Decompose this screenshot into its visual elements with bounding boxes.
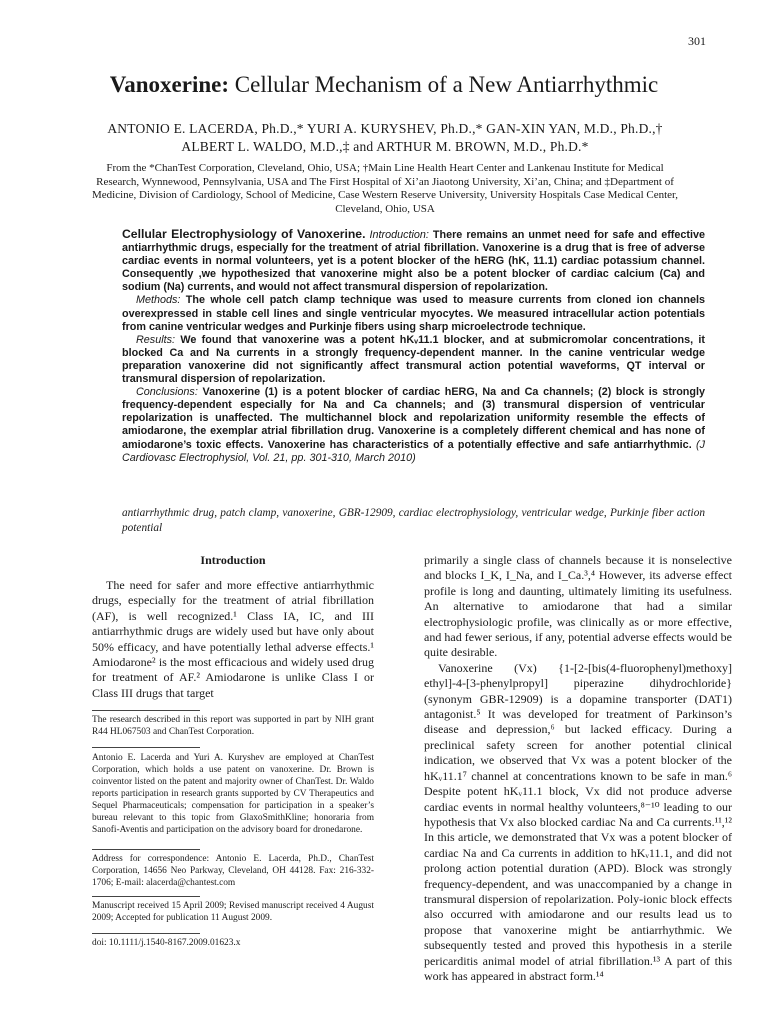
- author-line-1: ANTONIO E. LACERDA, Ph.D.,* YURI A. KURYSHEV, Ph.D.,* GAN-XIN YAN, M.D., Ph.D.,†: [107, 121, 663, 136]
- conclusions-label: Conclusions:: [136, 386, 198, 399]
- methods-text: The whole cell patch clamp technique was used to measure currents from cloned ion channels overexpressed in stable cell lines and single ventricular myocytes. We measured intracellular action potentials from canine ventricular wedges and Purkinje fibers using sharp microelectrode technique.: [122, 294, 705, 333]
- footnote-divider: [92, 933, 200, 934]
- left-column: [92, 553, 374, 701]
- footnote-disclosure: Antonio E. Lacerda and Yuri A. Kuryshev are employed at ChanTest Corporation, which holds a use patent on vanoxerine. Dr. Brown is coinventor listed on the patent and majority owner of ChanTest. Dr. Waldo reports participation in research grants supported by CV Therapeutics and Sequel Pharmaceuticals; compensation for participation in a speaker’s bureau relevant to this topic from GlaxoSmithKline; honoraria from Sanofi-Aventis and participation on the advisory board for dronedarone.: [92, 753, 374, 835]
- footnote-divider: [92, 849, 200, 850]
- footnote-dates: Manuscript received 15 April 2009; Revised manuscript received 4 August 2009; Accepted for publication 11 August 2009.: [92, 901, 374, 923]
- footnote-divider: [92, 896, 200, 897]
- title-rest: Cellular Mechanism of a New Antiarrhythmic: [229, 72, 659, 97]
- abstract-methods: [122, 294, 705, 333]
- abstract: [122, 228, 705, 465]
- title-bold: Vanoxerine:: [109, 72, 230, 97]
- affiliations: From the *ChanTest Corporation, Cleveland, Ohio, USA; †Main Line Health Heart Center and Lankenau Institute for Medical Research, Wynnewood, Pennsylvania, USA and The First Hospital of Xi’an Jiaotong University, Xi’an, China; and ‡Department of Medicine, Division of Cardiology, School of Medicine, Case Western Reserve University, University Hospitals Case Medical Center, Cleveland, Ohio, USA: [91, 162, 679, 215]
- author-list: [60, 120, 710, 156]
- footnote-divider: [92, 710, 200, 711]
- right-column: [424, 553, 732, 984]
- abstract-lead: Cellular Electrophysiology of Vanoxerine.: [122, 227, 366, 241]
- results-label: Results:: [136, 333, 176, 346]
- intro-label: Introduction:: [369, 229, 429, 241]
- section-heading-introduction: Introduction: [200, 553, 266, 567]
- footnote-correspondence: Address for correspondence: Antonio E. Lacerda, Ph.D., ChanTest Corporation, 14656 Neo Parkway, Cleveland, OH 44128. Fax: 216-332-1706; E-mail: alacerda@chantest.com: [92, 854, 374, 888]
- footnote-doi: doi: 10.1111/j.1540-8167.2009.01623.x: [92, 938, 241, 948]
- results-text: We found that vanoxerine was a potent hKᵥ11.1 blocker, and at submicromolar concentrations, it blocked Ca and Na currents in a strongly frequency-dependent manner. In the canine ventricular wedge preparation vanoxerine did not significantly affect transmural action potential waveforms, QT interval or transmural dispersion of repolarization.: [122, 333, 705, 386]
- abstract-introduction: [122, 228, 705, 294]
- abstract-results: [122, 334, 705, 386]
- journal-citation: (J Cardiovasc Electrophysiol, Vol. 21, pp. 301-310, March 2010): [122, 438, 706, 464]
- methods-label: Methods:: [136, 294, 181, 307]
- keywords: antiarrhythmic drug, patch clamp, vanoxerine, GBR-12909, cardiac electrophysiology, ventricular wedge, Purkinje fiber action potential: [122, 507, 705, 534]
- intro-text: There remains an unmet need for safe and effective antiarrhythmic drugs, especially for the treatment of atrial fibrillation. Vanoxerine is a drug that is free of adverse cardiac events in normal volunteers, yet is a potent blocker of the hERG (hK, 11.1) cardiac potassium channel. Consequently ,we hypothesized that vanoxerine might also be a potent blocker of cardiac calcium (Ca) and sodium (Na) currents, and would not affect transmural dispersion of repolarization.: [122, 229, 705, 294]
- author-line-2: ALBERT L. WALDO, M.D.,‡ and ARTHUR M. BROWN, M.D., Ph.D.*: [181, 139, 589, 154]
- intro-paragraph-left: The need for safer and more effective antiarrhythmic drugs, especially for the treatment of atrial fibrillation (AF), is well recognized.¹ Class IA, IC, and III antiarrhythmic drugs are widely used but have only about 50% efficacy, and have potentially lethal adverse effects.¹ Amiodarone² is the most efficacious and widely used drug for treatment of AF.² Amiodarone is unlike Class I or Class III drugs that target: [92, 578, 374, 700]
- article-title: [0, 72, 768, 98]
- footnote-funding: The research described in this report was supported in part by NIH grant R44 HL067503 and ChanTest Corporation.: [92, 715, 374, 737]
- conclusions-text: Vanoxerine (1) is a potent blocker of cardiac hERG, Na and Ca channels; (2) block is strongly frequency-dependent especially for Na and Ca channels; and (3) transmural dispersion of ventricular repolarization is unaffected. The multichannel block and repolarization uniformity resemble the effects of amiodarone, the exemplar atrial fibrillation drug. Vanoxerine is a completely different chemical and has none of amiodarone’s toxic effects. Vanoxerine has characteristics of a potentially effective and safe antiarrhythmic.: [122, 386, 705, 451]
- intro-paragraph-right-1: primarily a single class of channels because it is nonselective and blocks I_K, I_Na, and I_Ca.³,⁴ However, its adverse effect profile is long and daunting, ultimately limiting its usefulness. An alternative to amiodarone that had a similar electrophysiologic profile, was clinically as or more effective, and had fewer serious, if any, potential adverse effects would be quite desirable.: [424, 553, 732, 660]
- footnote-divider: [92, 747, 200, 748]
- intro-paragraph-right-2: Vanoxerine (Vx) {1-[2-[bis(4-fluorophenyl)methoxy] ethyl]-4-[3-phenylpropyl] piperazine dihydrochloride} (synonym GBR-12909) is a dopamine transporter (DAT1) antagonist.⁵ It was developed for treatment of Parkinson’s disease and depression,⁶ but lacked efficacy. During a preclinical safety screen for another potential clinical indication, we observed that Vx was a potent blocker of the hKᵥ11.1⁷ channel at concentrations known to be safe in man.⁶ Despite potent hKᵥ11.1 block, Vx did not produce adverse cardiac events in normal healthy volunteers,⁸⁻¹⁰ leading to our hypothesis that Vx also blocked cardiac Na and Ca currents.¹¹,¹² In this article, we demonstrated that Vx was a potent blocker of cardiac Na and Ca currents in addition to hKᵥ11.1, and did not prolong action potential duration (APD). Block was strongly frequency-dependent, and was unaccompanied by a change in transmural dispersion of repolarization. Poly-ionic block effects also occurred with amiodarone and our results lead us to propose that vanoxerine might be antiarrhythmic. We subsequently tested and proved this hypothesis in a sterile pericarditis animal model of atrial fibrillation.¹³ A part of this work has appeared in abstract form.¹⁴: [424, 660, 732, 983]
- page-number: 301: [688, 34, 706, 48]
- abstract-conclusions: [122, 386, 705, 465]
